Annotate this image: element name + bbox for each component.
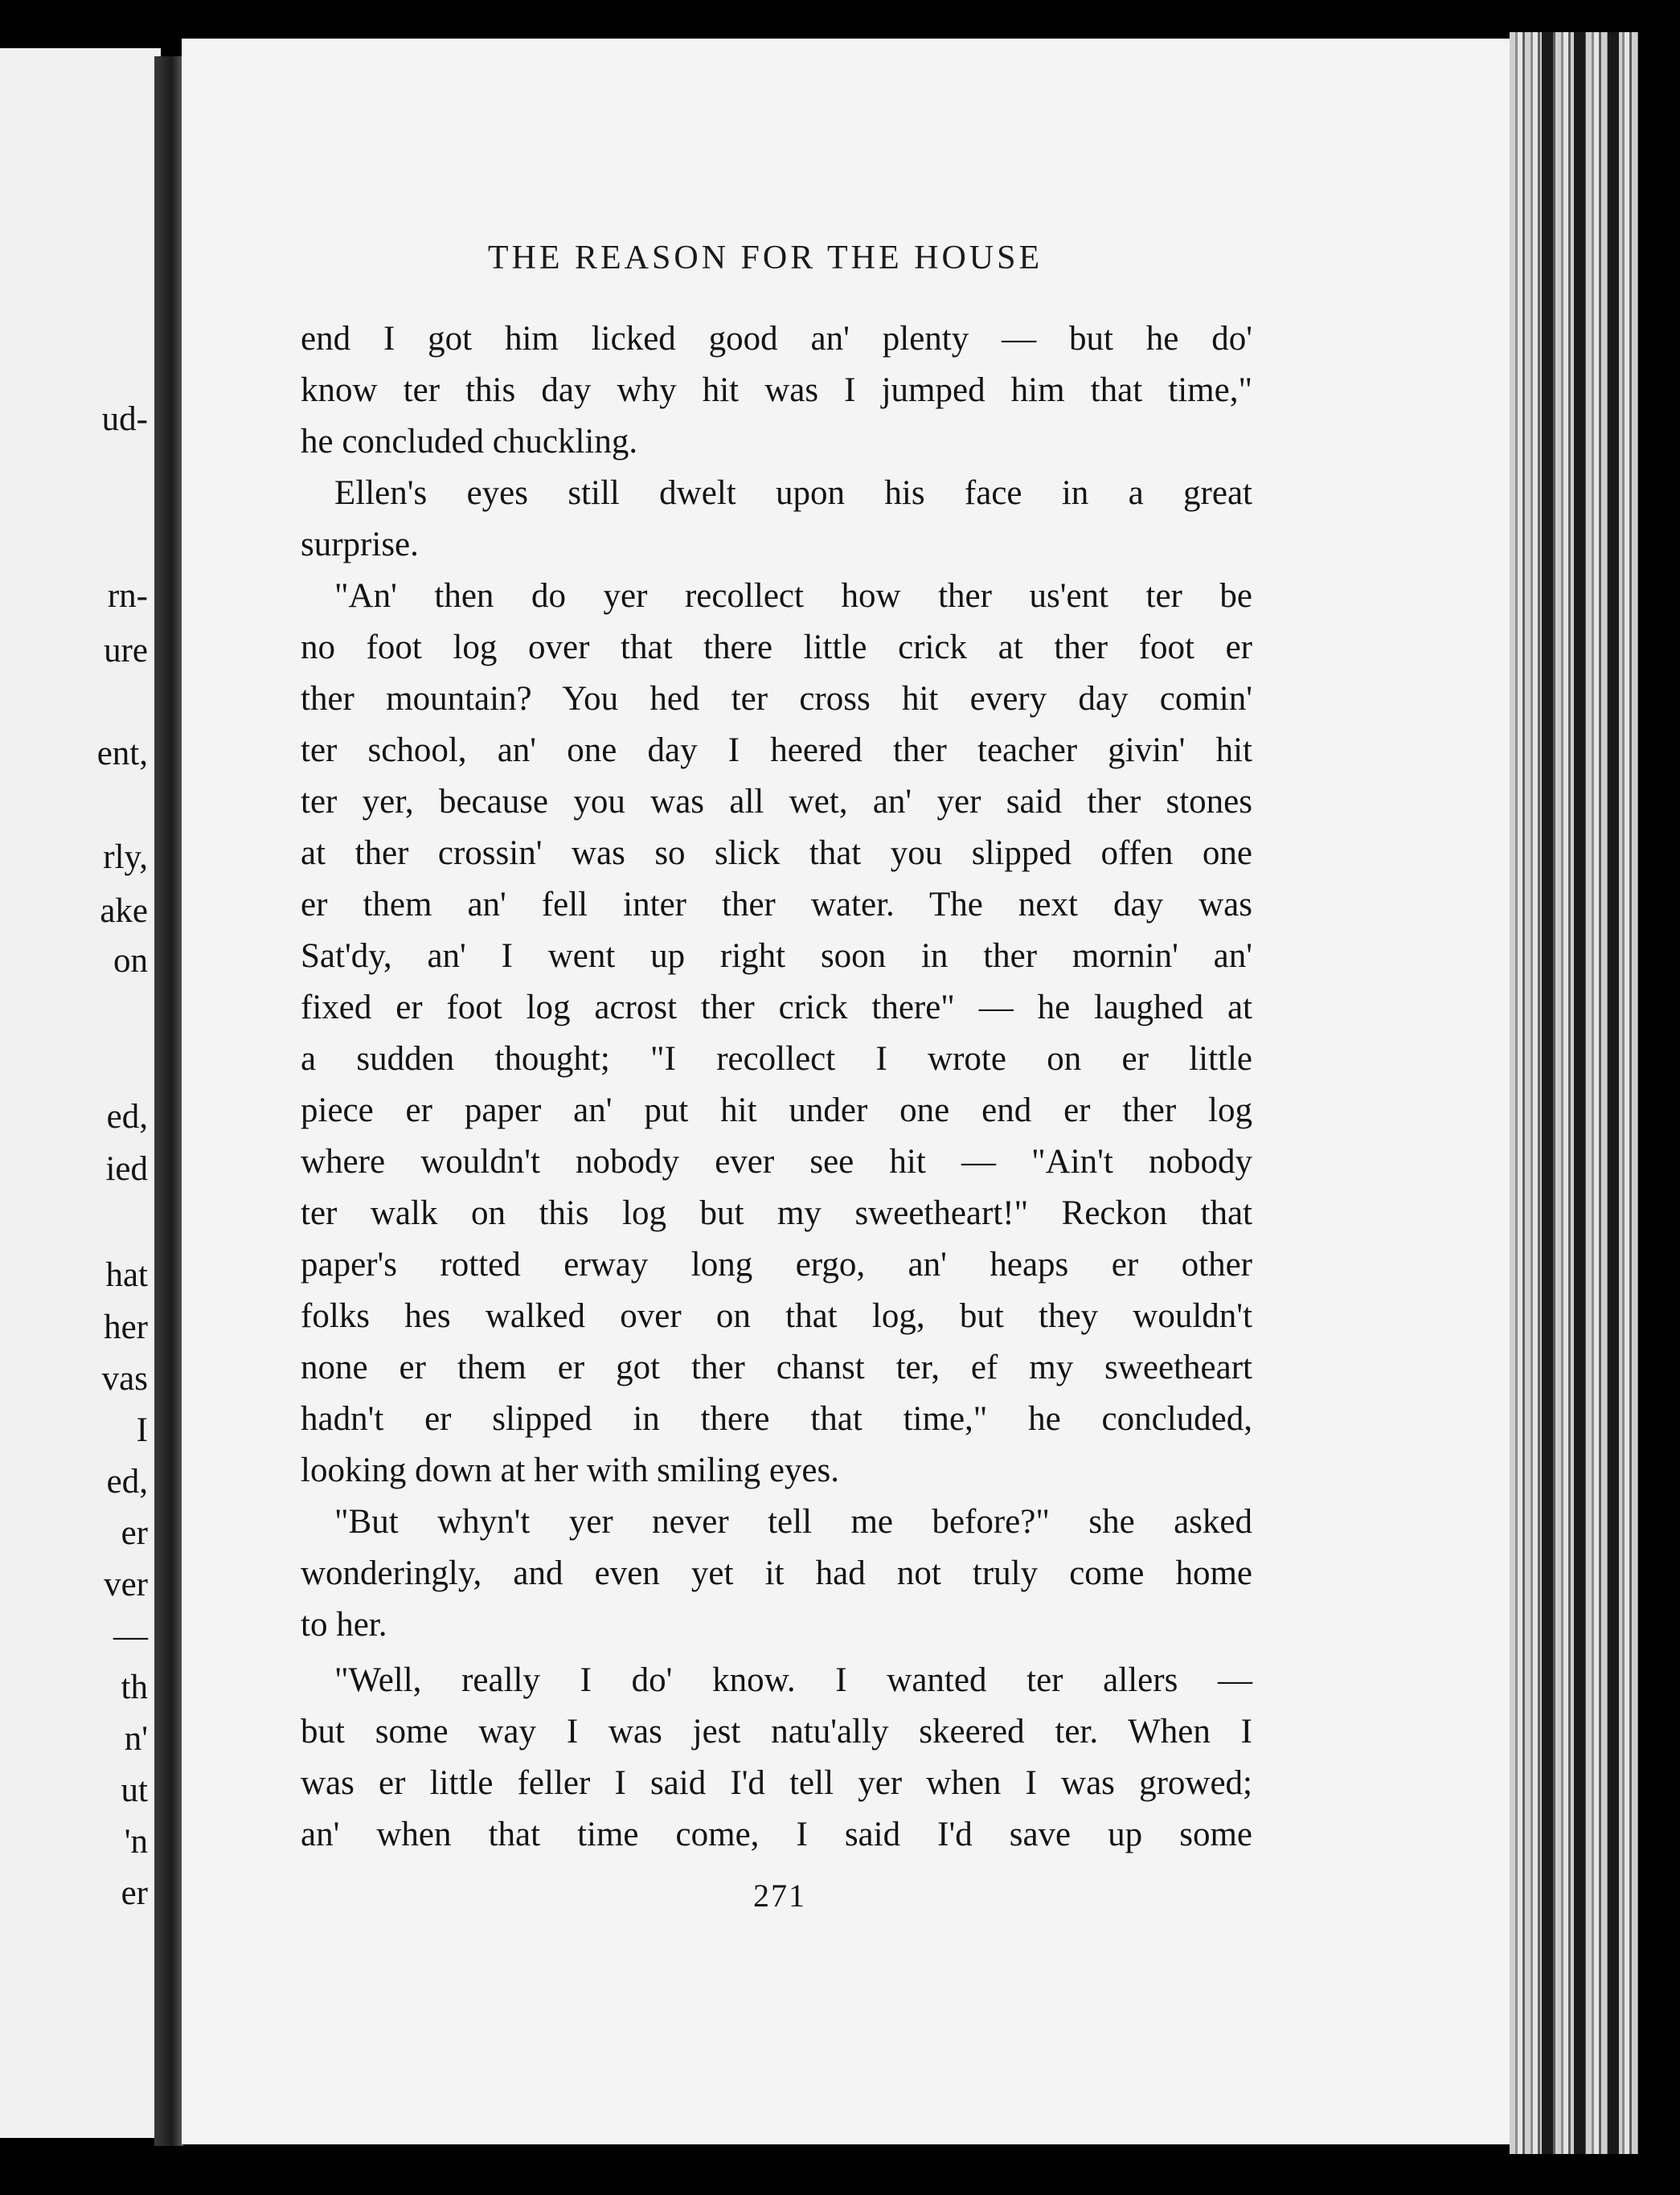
text-line: folks hes walked over on that log, but they wouldn't [301,1297,1252,1335]
left-page-fragment: 'n [124,1823,148,1861]
text-line: ter walk on this log but my sweetheart!" Reckon that [301,1194,1252,1232]
left-page-fragment: ud- [101,400,148,438]
left-page-fragment: er [121,1514,148,1552]
left-page-fragment: ake [100,892,148,930]
text-line: "An' then do yer recollect how ther us'ent ter be [334,577,1252,615]
page-number: 271 [753,1878,806,1914]
left-page-fragment: th [121,1669,148,1706]
left-page-fragment: — [113,1617,148,1655]
text-line: know ter this day why hit was I jumped him that time," [301,371,1252,409]
text-line: no foot log over that there little crick at ther foot er [301,629,1252,666]
left-page-fragment: ied [105,1150,148,1188]
text-line: he concluded chuckling. [301,423,638,461]
text-line: an' when that time come, I said I'd save up some [301,1816,1252,1853]
text-line: surprise. [301,526,419,563]
left-page-fragment: hat [105,1256,148,1294]
left-page-fragment: rn- [107,577,148,615]
left-page-fragment: n' [124,1720,148,1758]
left-page-fragment: ed, [106,1463,148,1501]
left-page-fragment: ver [104,1566,148,1603]
text-line: where wouldn't nobody ever see hit — "Ain't nobody [301,1143,1252,1181]
text-line: at ther crossin' was so slick that you slipped offen one [301,834,1252,872]
left-page-fragment: rly, [103,838,148,876]
running-head: THE REASON FOR THE HOUSE [487,240,1043,276]
text-line: Sat'dy, an' I went up right soon in ther mornin' an' [301,937,1252,975]
left-page-fragment: er [121,1874,148,1912]
text-line: "But whyn't yer never tell me before?" she asked [334,1503,1252,1541]
text-line: to her. [301,1606,387,1644]
page-edge-band [1542,32,1553,2154]
page-edge-band [1608,32,1619,2154]
text-line: but some way I was jest natu'ally skeered ter. When I [301,1713,1252,1751]
text-line: ter school, an' one day I heered ther teacher givin' hit [301,731,1252,769]
text-line: er them an' fell inter ther water. The next day was [301,886,1252,923]
text-line: "Well, really I do' know. I wanted ter allers — [334,1661,1252,1699]
text-line: Ellen's eyes still dwelt upon his face in a great [334,474,1252,512]
book-gutter [154,56,183,2146]
text-line: was er little feller I said I'd tell yer when I was growed; [301,1764,1252,1802]
text-line: piece er paper an' put hit under one end er ther log [301,1091,1252,1129]
text-line: end I got him licked good an' plenty — but he do' [301,320,1252,358]
text-line: wonderingly, and even yet it had not truly come home [301,1554,1252,1592]
page-edge-band [1574,32,1585,2154]
left-page-fragment: her [104,1308,148,1346]
left-page-fragment: ut [121,1771,148,1809]
left-page [0,48,161,2138]
text-line: hadn't er slipped in there that time," he concluded, [301,1400,1252,1438]
left-page-fragment: ed, [106,1098,148,1136]
text-line: paper's rotted erway long ergo, an' heaps er other [301,1246,1252,1284]
text-line: none er them er got ther chanst ter, ef my sweetheart [301,1349,1252,1386]
left-page-fragment: vas [101,1360,148,1398]
left-page-fragment: on [113,942,148,980]
left-page-fragment: ure [104,632,148,670]
text-line: fixed er foot log acrost ther crick there" — he laughed at [301,989,1252,1026]
text-line: a sudden thought; "I recollect I wrote on er little [301,1040,1252,1078]
body-text [301,313,1252,1861]
text-line: ter yer, because you was all wet, an' yer said ther stones [301,783,1252,821]
left-page-fragment: ent, [96,735,148,772]
text-line: looking down at her with smiling eyes. [301,1452,840,1489]
text-line: ther mountain? You hed ter cross hit every day comin' [301,680,1252,718]
left-page-fragment: I [136,1411,148,1449]
